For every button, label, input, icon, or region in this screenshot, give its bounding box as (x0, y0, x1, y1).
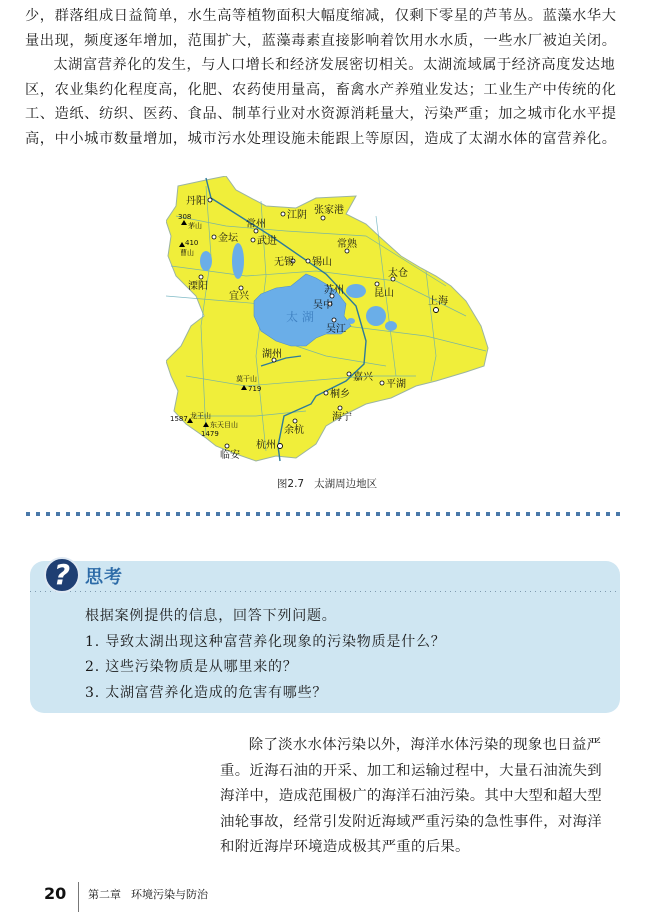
svg-text:曹山: 曹山 (180, 249, 194, 257)
svg-text:1479: 1479 (201, 430, 219, 438)
svg-text:龙王山: 龙王山 (190, 412, 211, 420)
svg-text:海宁: 海宁 (332, 412, 352, 423)
paragraph-continued: 少，群落组成日益简单，水生高等植物面积大幅度缩减，仅剩下零星的芦苇丛。蓝藻水华大量出现，频度逐年增加，范围扩大，蓝藻毒素直接影响着饮用水水质，一些水厂被迫关闭。 (25, 8, 617, 49)
svg-text:武进: 武进 (257, 236, 277, 247)
svg-text:昆山: 昆山 (374, 288, 394, 299)
svg-text:1587: 1587 (170, 415, 188, 423)
svg-text:丹阳: 丹阳 (186, 196, 206, 207)
figure-caption (0, 476, 650, 491)
svg-text:杭州: 杭州 (256, 440, 276, 451)
question-item: 3. 太湖富营养化造成的危害有哪些？ (85, 684, 328, 701)
footer-divider (78, 882, 79, 912)
svg-text:719: 719 (248, 385, 262, 393)
svg-text:吴江: 吴江 (326, 324, 346, 335)
svg-text:上海: 上海 (428, 296, 448, 307)
page-number: 20 (44, 884, 67, 903)
svg-text:茅山: 茅山 (188, 222, 202, 230)
svg-text:张家港: 张家港 (314, 205, 344, 216)
svg-text:宜兴: 宜兴 (229, 291, 249, 302)
body-text-top (25, 4, 625, 152)
section-divider (26, 512, 626, 516)
chapter-title: 环境污染与防治 (131, 888, 208, 901)
body-text-bottom (220, 733, 608, 861)
svg-text:苏州: 苏州 (324, 285, 344, 296)
paragraph-taihu-causes: 太湖富营养化的发生，与人口增长和经济发展密切相关。太湖流域属于经济高度发达地区，农业集约化程度高，化肥、农药使用量高，畜禽水产养殖业发达；工业生产中传统的化工、造纸、纺织、医药、食品、制革行业对水资源消耗量大，污染严重；加之城市化水平提高，中小城市数量增加，城市污水处理设施未能跟上等原因，造成了太湖水体的富营养化。 (25, 57, 617, 147)
svg-text:临安: 临安 (220, 450, 240, 461)
think-title: 思考 (85, 567, 123, 588)
think-header-divider (30, 591, 620, 592)
svg-text:江阴: 江阴 (287, 210, 307, 221)
svg-text:湖州: 湖州 (262, 349, 282, 360)
svg-text:溧阳: 溧阳 (188, 281, 208, 292)
svg-text:东天目山: 东天目山 (210, 421, 238, 429)
svg-text:莫干山: 莫干山 (236, 375, 257, 383)
svg-text:吴中: 吴中 (313, 300, 333, 311)
taihu-map (166, 176, 506, 466)
chapter-number: 第二章 (88, 888, 121, 901)
chapter-heading (88, 886, 208, 902)
svg-text:常州: 常州 (246, 219, 266, 230)
paragraph-marine-pollution: 除了淡水水体污染以外，海洋水体污染的现象也日益严重。近海石油的开采、加工和运输过程中，大量石油流失到海洋中，造成范围极广的海洋石油污染。其中大型和超大型油轮事故，经常引发附近海域严重污染的急性事件，对海洋和附近海岸环境造成极其严重的后果。 (220, 737, 602, 855)
think-questions (85, 604, 446, 706)
question-item: 2. 这些污染物质是从哪里来的？ (85, 659, 298, 675)
svg-text:嘉兴: 嘉兴 (353, 372, 373, 383)
figure-title: 太湖周边地区 (314, 478, 378, 490)
svg-text:金坛: 金坛 (218, 233, 238, 244)
question-item: 1. 导致太湖出现这种富营养化现象的污染物质是什么？ (85, 633, 446, 650)
question-mark-icon: ? (44, 557, 80, 593)
svg-text:410: 410 (185, 239, 199, 247)
lake-label: 太 湖 (286, 310, 314, 324)
svg-text:平湖: 平湖 (386, 379, 406, 390)
svg-text:桐乡: 桐乡 (330, 389, 350, 400)
figure-number: 图2.7 (276, 478, 305, 490)
svg-text:308: 308 (178, 213, 192, 221)
svg-text:太仓: 太仓 (388, 268, 408, 279)
page-footer (0, 880, 650, 915)
map-graphic (166, 176, 506, 466)
svg-text:无锡: 无锡 (274, 257, 294, 268)
think-intro: 根据案例提供的信息，回答下列问题。 (85, 608, 337, 624)
svg-text:余杭: 余杭 (284, 425, 304, 436)
svg-text:锡山: 锡山 (312, 257, 332, 268)
svg-text:常熟: 常熟 (337, 239, 357, 250)
